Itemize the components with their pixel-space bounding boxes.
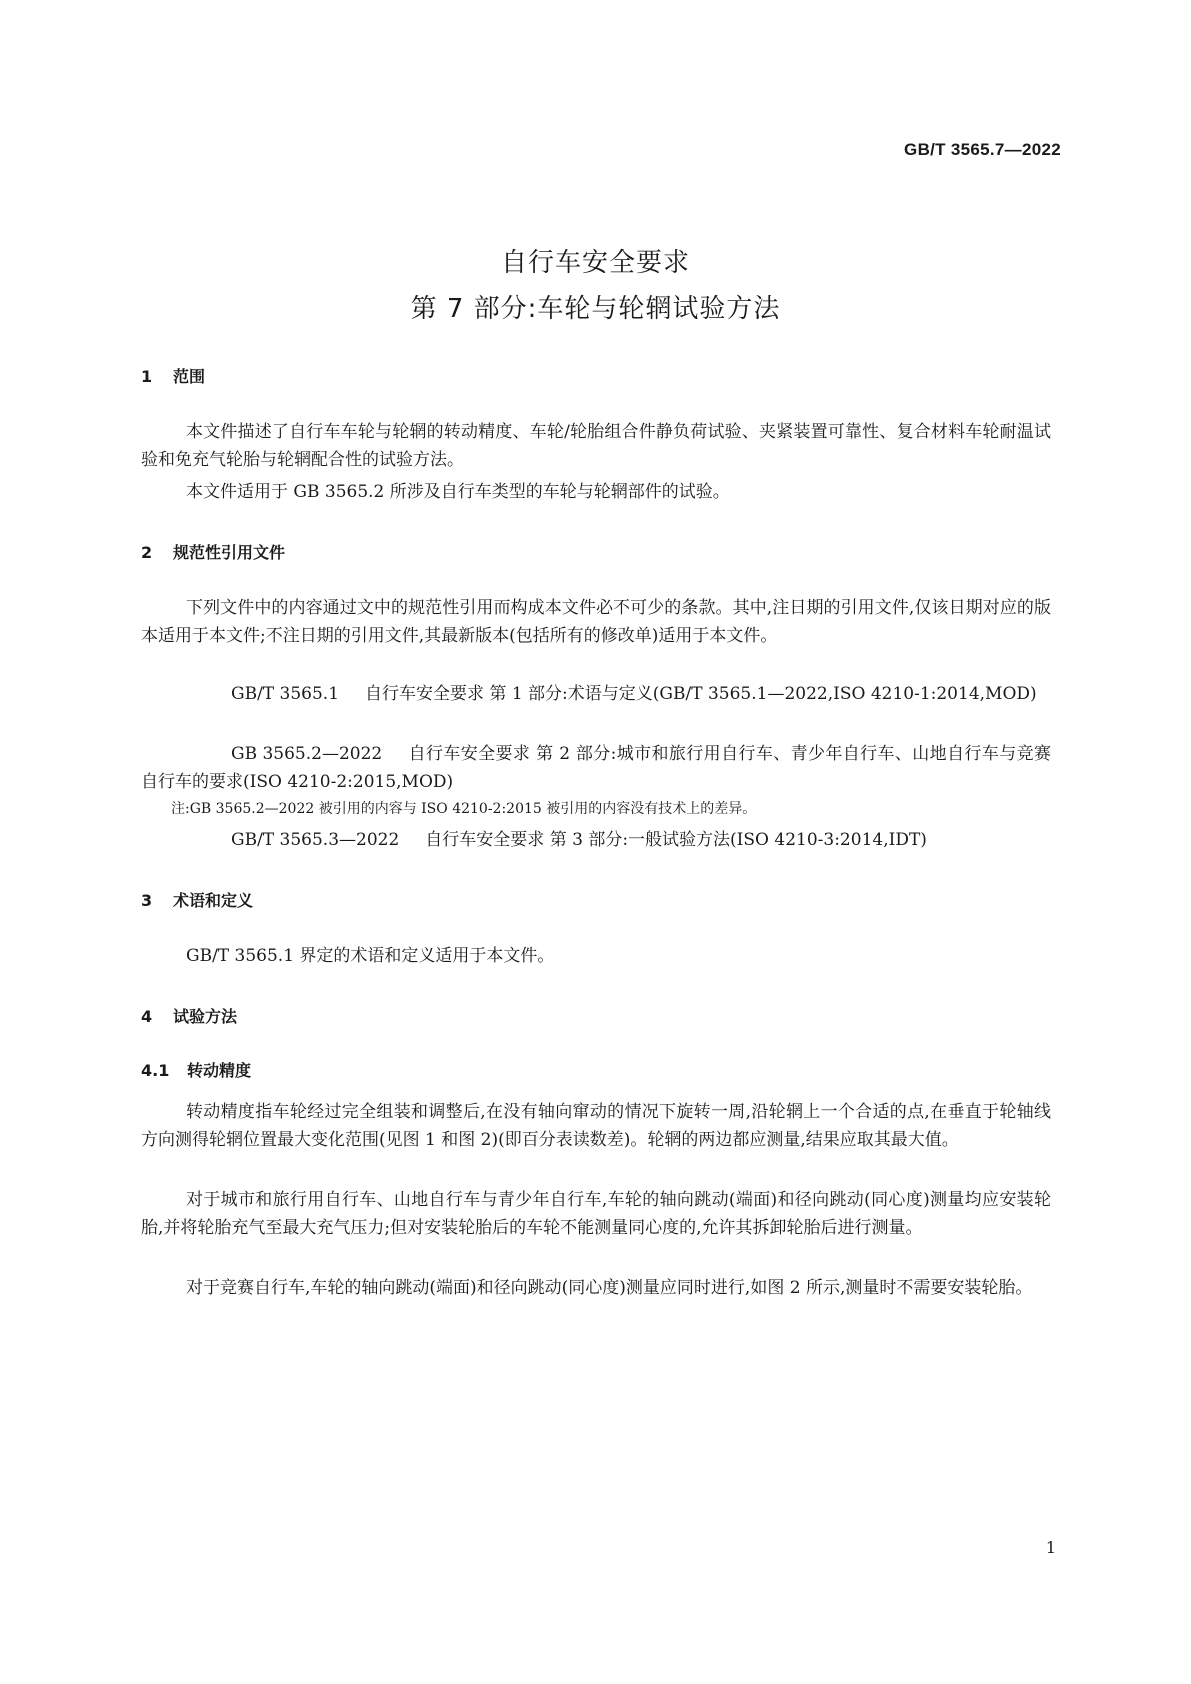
section-number: 2 (141, 543, 153, 562)
section-3-heading (141, 888, 253, 911)
reference-item (141, 826, 1051, 854)
reference-text: 自行车安全要求 第 2 部分:城市和旅行用自行车、青少年自行车、山地自行车与竞赛自行车的要求(ISO 4210-2:2015,MOD) (141, 744, 1051, 792)
reference-code: GB/T 3565.3—2022 (231, 830, 400, 850)
reference-item (141, 740, 1051, 796)
reference-note: 注:GB 3565.2—2022 被引用的内容与 ISO 4210-2:2015 被引用的内容没有技术上的差异。 (171, 801, 757, 817)
reference-code: GB/T 3565.1 (231, 684, 340, 704)
section-2-paragraph-1: 下列文件中的内容通过文中的规范性引用而构成本文件必不可少的条款。其中,注日期的引用文件,仅该日期对应的版本适用于本文件;不注日期的引用文件,其最新版本(包括所有的修改单)适用于本文件。 (141, 598, 1051, 646)
section-4-heading (141, 1004, 237, 1027)
section-title: 试验方法 (173, 1007, 238, 1026)
subsection-4-1-heading (141, 1058, 251, 1081)
section-2-heading (141, 540, 285, 563)
subsection-4-1-paragraph-2: 对于城市和旅行用自行车、山地自行车与青少年自行车,车轮的轴向跳动(端面)和径向跳动(同心度)测量均应安装轮胎,并将轮胎充气至最大充气压力;但对安装轮胎后的车轮不能测量同心度的,允许其拆卸轮胎后进行测量。 (141, 1190, 1051, 1238)
reference-text: 自行车安全要求 第 3 部分:一般试验方法(ISO 4210-3:2014,IDT) (425, 830, 927, 850)
section-number: 4 (141, 1007, 153, 1026)
reference-code: GB 3565.2—2022 (231, 744, 383, 764)
subsection-number: 4.1 (141, 1061, 170, 1080)
subsection-title: 转动精度 (187, 1061, 252, 1080)
section-title: 术语和定义 (173, 891, 254, 910)
reference-text: 自行车安全要求 第 1 部分:术语与定义(GB/T 3565.1—2022,ISO 4210-1:2014,MOD) (365, 684, 1037, 704)
section-3-paragraph-1: GB/T 3565.1 界定的术语和定义适用于本文件。 (186, 946, 555, 966)
section-1-paragraph-1: 本文件描述了自行车车轮与轮辋的转动精度、车轮/轮胎组合件静负荷试验、夹紧装置可靠性、复合材料车轮耐温试验和免充气轮胎与轮辋配合性的试验方法。 (141, 422, 1051, 470)
subsection-4-1-paragraph-1: 转动精度指车轮经过完全组装和调整后,在没有轴向窜动的情况下旋转一周,沿轮辋上一个合适的点,在垂直于轮轴线方向测得轮辋位置最大变化范围(见图 1 和图 2)(即百分表读数差)。轮辋的两边都应测量,结果应取其最大值。 (141, 1102, 1051, 1150)
reference-item (141, 680, 1051, 708)
page-number: 1 (1045, 1538, 1056, 1557)
section-1-paragraph-2: 本文件适用于 GB 3565.2 所涉及自行车类型的车轮与轮辋部件的试验。 (186, 482, 730, 502)
document-code: GB/T 3565.7—2022 (904, 140, 1061, 159)
section-title: 规范性引用文件 (173, 543, 286, 562)
document-subtitle: 第 7 部分:车轮与轮辋试验方法 (410, 294, 781, 324)
subsection-4-1-paragraph-3: 对于竞赛自行车,车轮的轴向跳动(端面)和径向跳动(同心度)测量应同时进行,如图 2 所示,测量时不需要安装轮胎。 (186, 1278, 1033, 1298)
section-1-heading (141, 364, 205, 387)
section-number: 3 (141, 891, 153, 910)
document-title: 自行车安全要求 (500, 248, 690, 278)
section-number: 1 (141, 367, 153, 386)
section-title: 范围 (173, 367, 206, 386)
